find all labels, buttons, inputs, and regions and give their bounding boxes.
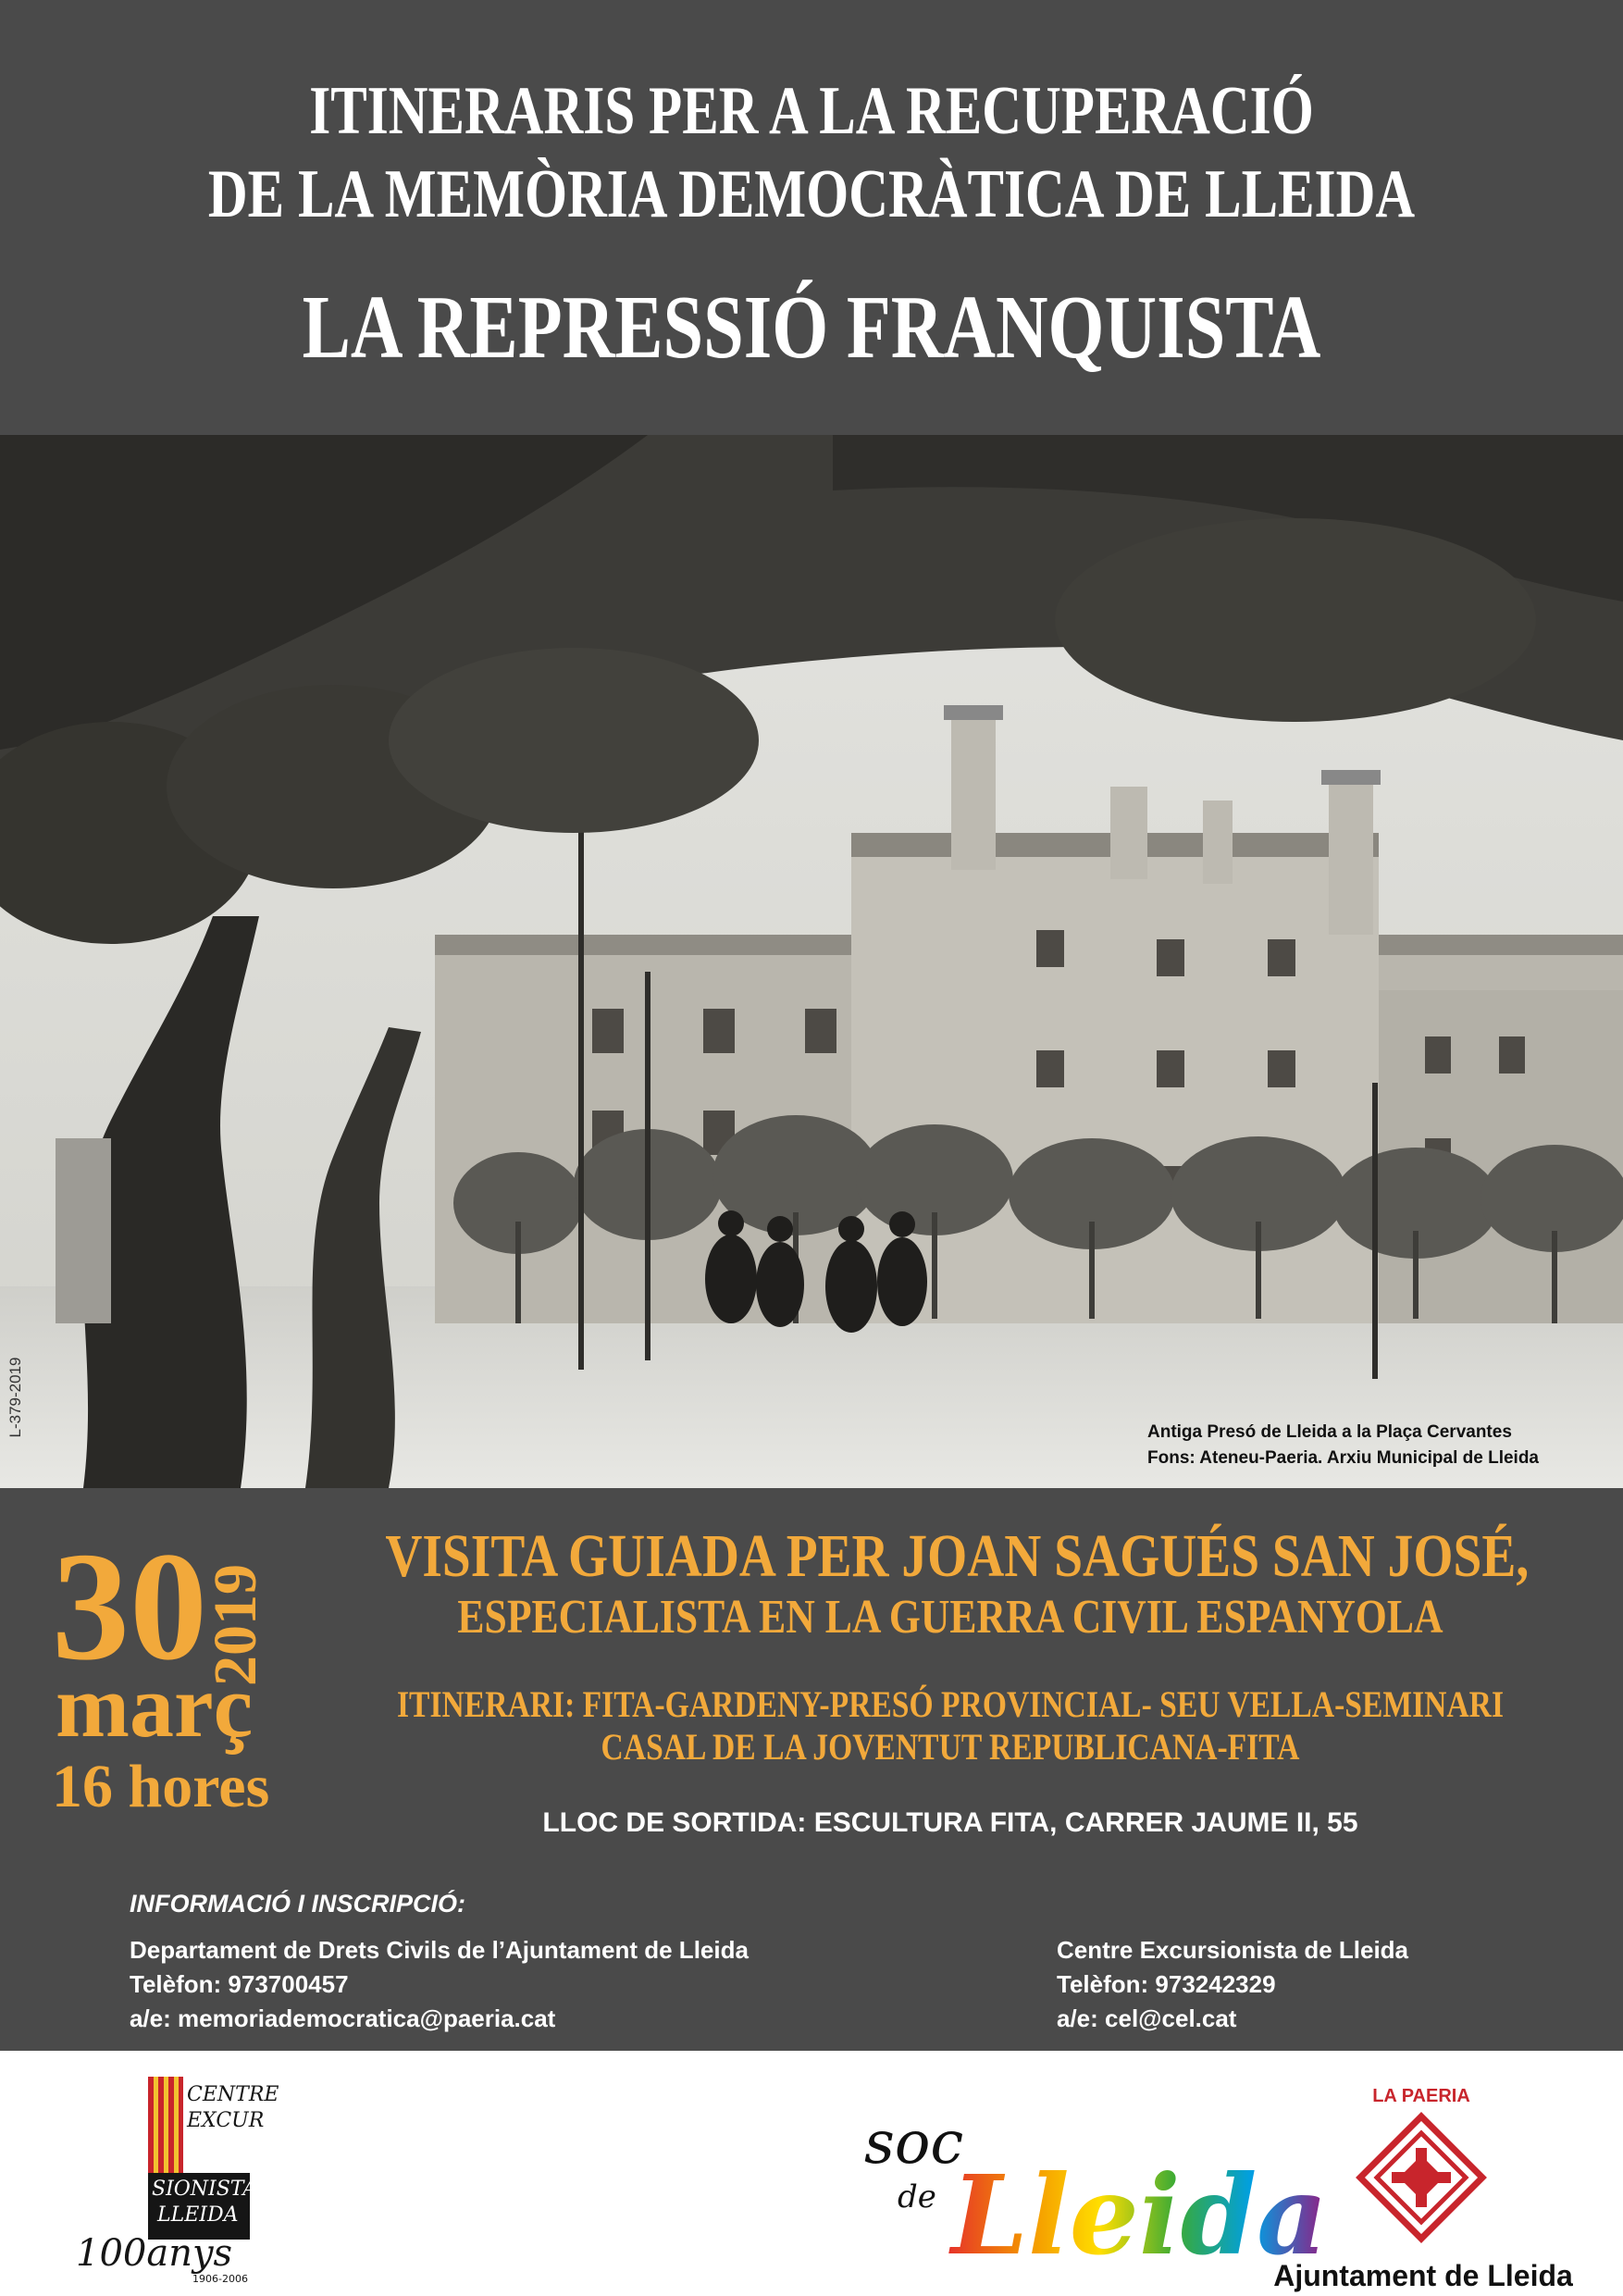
svg-text:CENTRE: CENTRE [187,2083,279,2106]
main-title: LA REPRESSIÓ FRANQUISTA [302,278,1321,378]
start-place: LLOC DE SORTIDA: ESCULTURA FITA, CARRER JAUME II, 55 [542,1807,1358,1838]
title-line-1: ITINERARIS PER A LA RECUPERACIÓ [309,73,1314,149]
photo-caption-source: Fons: Ateneu-Paeria. Arxiu Municipal de Lleida [1147,1448,1540,1468]
contact-email: a/e: memoriademocratica@paeria.cat [130,2004,556,2032]
contact-phone: Telèfon: 973700457 [130,1970,349,1998]
svg-text:de: de [898,2178,936,2215]
svg-text:Lleida: Lleida [951,2151,1328,2279]
svg-text:LLEIDA: LLEIDA [157,2203,239,2227]
svg-text:soc: soc [864,2109,964,2178]
svg-text:EXCUR: EXCUR [187,2109,265,2132]
ajuntament-label: Ajuntament de Lleida [1273,2259,1573,2292]
header-band [0,0,1623,435]
event-year: 2019 [202,1564,269,1686]
contact-name: Departament de Drets Civils de l’Ajuntament de Lleida [130,1936,749,1964]
itinerary-line-2: CASAL DE LA JOVENTUT REPUBLICANA-FITA [601,1726,1300,1768]
event-month: març [56,1657,254,1756]
contact-phone: Telèfon: 973242329 [1057,1970,1276,1998]
centre-excursionista-logo [74,2073,287,2286]
photo-caption-title: Antiga Presó de Lleida a la Plaça Cervantes [1147,1422,1512,1442]
soc-de-lleida-logo [861,2087,1328,2279]
svg-text:100anys: 100anys [76,2232,233,2275]
visit-title: VISITA GUIADA PER JOAN SAGUÉS SAN JOSÉ, [385,1522,1530,1590]
prison-illustration [0,435,1623,1488]
legal-deposit-code: L-379-2019 [6,1357,24,1438]
contact-email: a/e: cel@cel.cat [1057,2004,1237,2032]
paeria-emblem [1357,2113,1486,2242]
contact-ajuntament [130,1933,749,2036]
event-hour: 16 hores [52,1753,270,1820]
visit-subtitle: ESPECIALISTA EN LA GUERRA CIVIL ESPANYOLA [457,1591,1443,1644]
title-line-2: DE LA MEMÒRIA DEMOCRÀTICA DE LLEIDA [207,156,1416,232]
contact-name: Centre Excursionista de Lleida [1057,1936,1409,1964]
info-heading: INFORMACIÓ I INSCRIPCIÓ: [130,1890,465,1917]
svg-text:SIONISTA: SIONISTA [152,2178,258,2201]
event-info-panel [0,1488,1623,2051]
paeria-label: LA PAERIA [1372,2086,1470,2106]
event-day: 30 [52,1520,207,1693]
svg-text:1906-2006: 1906-2006 [192,2273,248,2285]
itinerary-line-1: ITINERARI: FITA-GARDENY-PRESÓ PROVINCIAL- SEU VELLA-SEMINARI [396,1683,1505,1725]
historic-prison-photo [0,435,1623,1488]
contact-centre-excursionista [1057,1933,1408,2036]
